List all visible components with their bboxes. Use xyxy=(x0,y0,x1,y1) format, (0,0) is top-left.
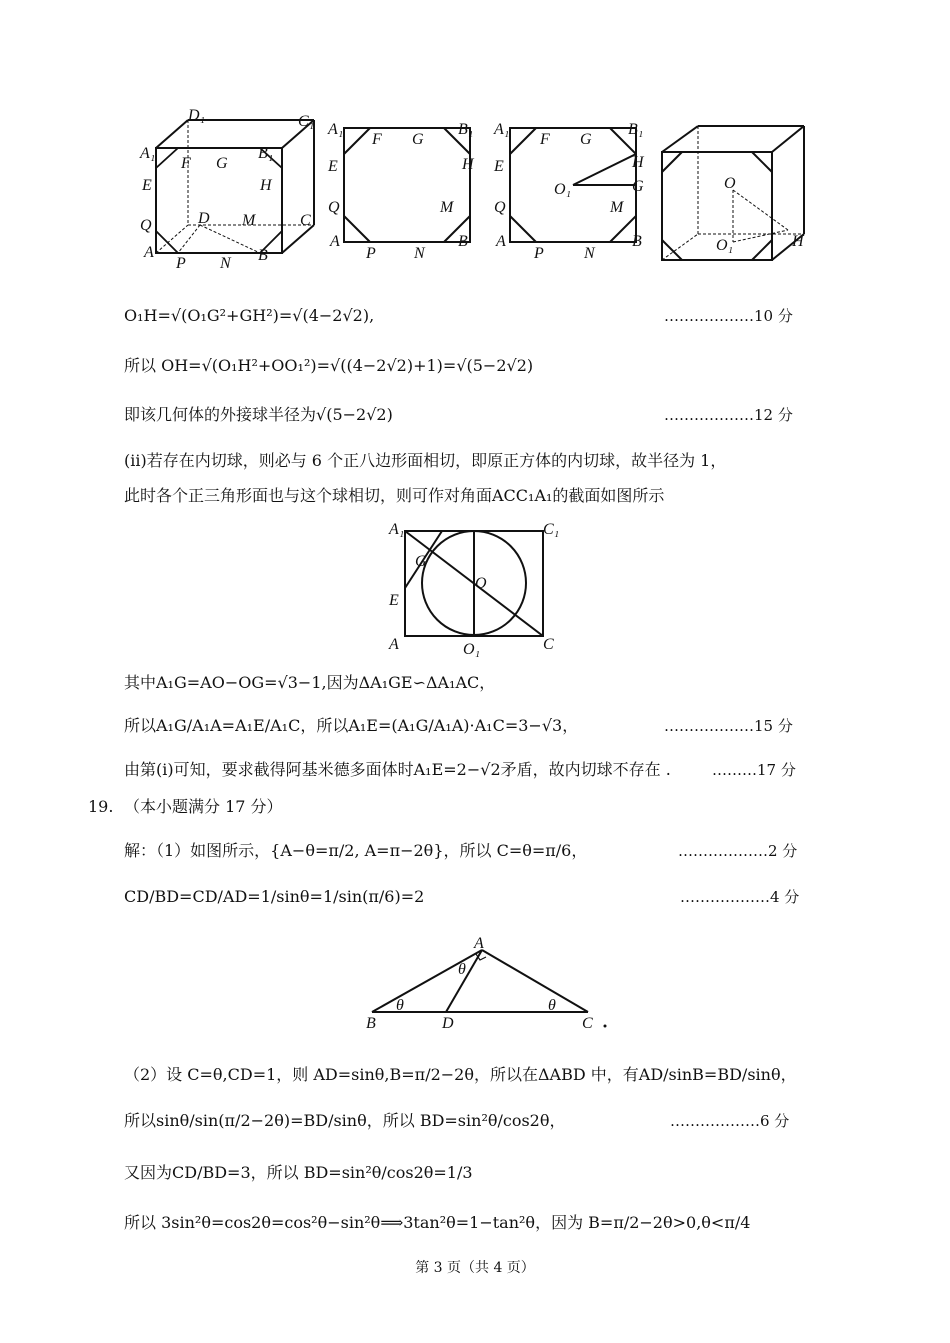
fig4-label-o1: O₁ xyxy=(716,237,734,254)
fig1-label-g: G xyxy=(216,155,228,172)
fig3-label-e: E xyxy=(494,158,504,175)
fig1-label-b1: B₁ xyxy=(258,145,274,162)
fig2-label-n: N xyxy=(414,245,425,262)
fig4-label-h: H xyxy=(792,233,804,250)
figure-truncated-cube-1 xyxy=(138,108,323,273)
fig6-label-a: A xyxy=(474,935,484,952)
fig3-label-a1: A₁ xyxy=(494,121,510,138)
fig3-label-b: B xyxy=(632,233,642,250)
fig6-label-theta-c: θ xyxy=(548,997,556,1014)
line-oh: 所以 OH=√(O₁H²+OO₁²)=√((4−2√2)+1)=√(5−2√2) xyxy=(124,356,534,375)
fig1-label-d: D xyxy=(198,210,210,227)
fig3-label-b1: B₁ xyxy=(628,121,644,138)
fig3-label-h: H xyxy=(632,154,644,171)
fig3-label-n: N xyxy=(584,245,595,262)
fig2-label-h: H xyxy=(462,156,474,173)
fig1-label-n: N xyxy=(220,255,231,272)
line-bd: 所以sinθ/sin(π/2−2θ)=BD/sinθ，所以 BD=sin²θ/cos2θ， xyxy=(124,1111,566,1130)
line-circumradius: 即该几何体的外接球半径为√(5−2√2) xyxy=(124,405,393,424)
line-solution-1: 解：（1）如图所示，{A−θ=π/2, A=π−2θ}，所以 C=θ=π/6， xyxy=(124,841,588,860)
fig1-label-b: B xyxy=(258,247,268,264)
question-number: 19. xyxy=(88,797,114,816)
fig6-label-theta-a: θ xyxy=(458,961,466,978)
fig5-label-o1: O₁ xyxy=(463,641,481,658)
figure-truncated-cube-2 xyxy=(658,120,818,265)
fig1-label-e: E xyxy=(142,177,152,194)
fig1-label-a: A xyxy=(144,244,154,261)
fig2-label-b1: B₁ xyxy=(458,121,474,138)
fig1-label-d1: D₁ xyxy=(188,108,206,124)
line-solution-2: （2）设 C=θ,CD=1，则 AD=sinθ,B=π/2−2θ，所以在ΔABD 中，有AD/sinB=BD/sinθ， xyxy=(124,1065,797,1084)
figure-cross-section xyxy=(385,516,565,658)
fig2-label-a: A xyxy=(330,233,340,250)
fig6-label-d: D xyxy=(442,1015,454,1032)
line-insphere: (ii)若存在内切球，则必与 6 个正八边形面相切，即原正方体的内切球，故半径为 1， xyxy=(124,451,727,470)
fig2-label-m: M xyxy=(440,199,454,216)
line-o1h: O₁H=√(O₁G²+GH²)=√(4−2√2), xyxy=(124,306,375,325)
fig1-label-h: H xyxy=(260,177,272,194)
figure-square-face-o1 xyxy=(492,116,662,266)
fig5-label-o: O xyxy=(475,575,487,592)
line-bd-value: 又因为CD/BD=3，所以 BD=sin²θ/cos2θ=1/3 xyxy=(124,1163,473,1182)
fig6-label-c: C xyxy=(582,1015,593,1032)
fig2-label-a1: A₁ xyxy=(328,121,344,138)
question-title: （本小题满分 17 分） xyxy=(124,797,283,816)
score-10: ………………10 分 xyxy=(664,307,793,325)
fig3-label-m: M xyxy=(610,199,624,216)
fig3-label-p: P xyxy=(534,245,544,262)
score-12: ………………12 分 xyxy=(664,406,793,424)
fig2-label-q: Q xyxy=(328,199,340,216)
fig3-label-f: F xyxy=(540,131,550,148)
figure-square-face xyxy=(326,116,496,266)
fig1-label-p: P xyxy=(176,255,186,272)
line-ratio: CD/BD=CD/AD=1/sinθ=1/sin(π/6)=2 xyxy=(124,887,425,906)
fig4-label-o: O xyxy=(724,175,736,192)
fig5-label-a: A xyxy=(389,636,399,653)
score-2: ………………2 分 xyxy=(678,842,798,860)
line-conclusion: 由第(i)可知，要求截得阿基米德多面体时A₁E=2−√2矛盾，故内切球不存在 . xyxy=(124,760,671,779)
fig6-label-theta-b: θ xyxy=(396,997,404,1014)
line-tan: 所以 3sin²θ=cos2θ=cos²θ−sin²θ⟹3tan²θ=1−tan²θ，因为 B=π/2−2θ>0,θ<π/4 xyxy=(124,1213,751,1232)
fig5-label-c: C xyxy=(543,636,554,653)
fig2-label-f: F xyxy=(372,131,382,148)
fig2-label-p: P xyxy=(366,245,376,262)
score-15: ………………15 分 xyxy=(664,717,793,735)
fig2-label-g: G xyxy=(412,131,424,148)
page-footer: 第 3 页（共 4 页） xyxy=(415,1260,535,1276)
fig5-label-g: G xyxy=(415,553,427,570)
fig1-label-m: M xyxy=(242,212,256,229)
fig1-label-a1: A₁ xyxy=(140,145,156,162)
fig5-label-a1: A₁ xyxy=(389,521,405,538)
fig1-label-f: F xyxy=(181,155,191,172)
fig3-label-q: Q xyxy=(494,199,506,216)
fig6-dot xyxy=(604,1025,607,1028)
fig5-label-c1: C₁ xyxy=(543,521,560,538)
fig5-label-e: E xyxy=(389,592,399,609)
line-a1e: 所以A₁G/A₁A=A₁E/A₁C，所以A₁E=(A₁G/A₁A)·A₁C=3−√3， xyxy=(124,716,579,735)
fig6-label-b: B xyxy=(366,1015,376,1032)
fig3-label-o1: O₁ xyxy=(554,181,572,198)
fig2-label-b: B xyxy=(458,233,468,250)
fig3-label-a: A xyxy=(496,233,506,250)
score-17: ………17 分 xyxy=(712,761,796,779)
score-4: ………………4 分 xyxy=(680,888,800,906)
score-6: ………………6 分 xyxy=(670,1112,790,1130)
fig2-label-e: E xyxy=(328,158,338,175)
line-section: 此时各个正三角形面也与这个球相切，则可作对角面ACC₁A₁的截面如图所示 xyxy=(124,486,665,505)
fig3-label-g2: G xyxy=(632,178,644,195)
fig1-label-c1: C₁ xyxy=(298,113,315,130)
fig1-label-c: C xyxy=(300,212,311,229)
fig1-label-q: Q xyxy=(140,217,152,234)
fig3-label-g: G xyxy=(580,131,592,148)
figure-triangle xyxy=(360,932,620,1032)
line-a1g: 其中A₁G=AO−OG=√3−1,因为ΔA₁GE∽ΔA₁AC， xyxy=(124,673,496,692)
